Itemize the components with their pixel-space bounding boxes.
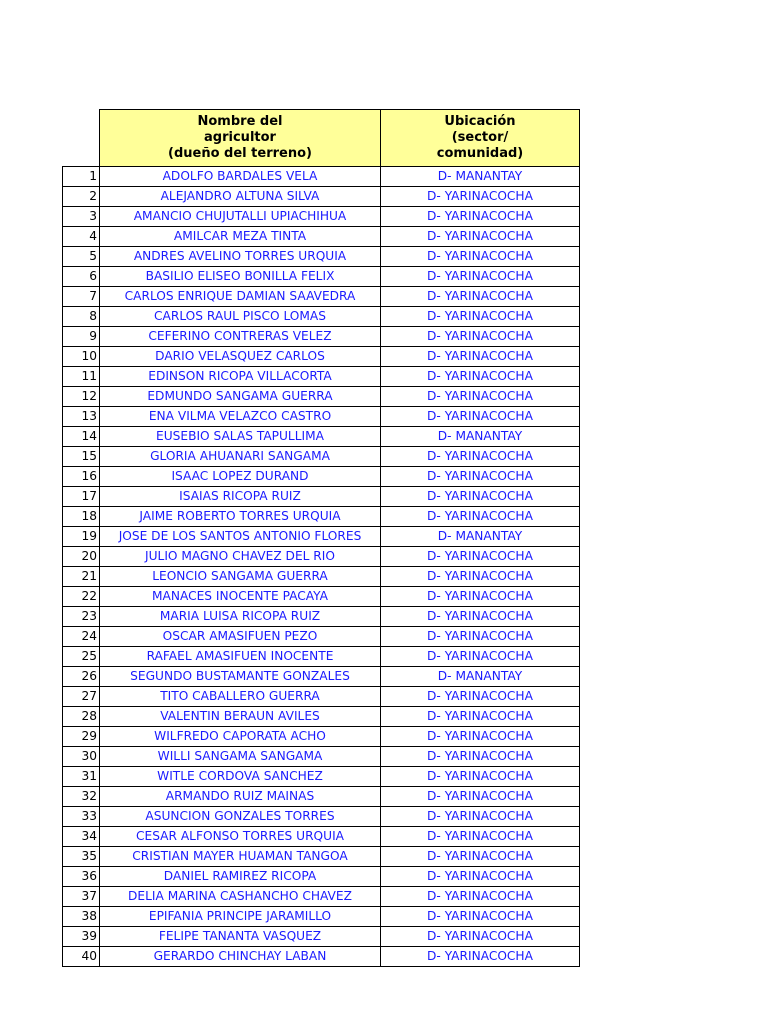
farmer-name: CARLOS RAUL PISCO LOMAS <box>100 307 381 327</box>
location: D- YARINACOCHA <box>381 767 580 787</box>
farmer-name: CESAR ALFONSO TORRES URQUIA <box>100 827 381 847</box>
location: D- YARINACOCHA <box>381 647 580 667</box>
row-number: 26 <box>63 667 100 687</box>
farmer-name: WILFREDO CAPORATA ACHO <box>100 727 381 747</box>
row-number: 15 <box>63 447 100 467</box>
table-row <box>63 907 580 927</box>
table-row <box>63 847 580 867</box>
farmer-name: ISAAC LOPEZ DURAND <box>100 467 381 487</box>
table-row <box>63 827 580 847</box>
location: D- YARINACOCHA <box>381 487 580 507</box>
table-row <box>63 787 580 807</box>
row-number: 2 <box>63 187 100 207</box>
farmer-name: DANIEL RAMIREZ RICOPA <box>100 867 381 887</box>
location: D- YARINACOCHA <box>381 827 580 847</box>
header-location <box>381 110 580 167</box>
row-number: 39 <box>63 927 100 947</box>
table-row <box>63 867 580 887</box>
header-name-line: (dueño del terreno) <box>168 146 312 161</box>
farmer-name: CARLOS ENRIQUE DAMIAN SAAVEDRA <box>100 287 381 307</box>
row-number: 34 <box>63 827 100 847</box>
row-number: 35 <box>63 847 100 867</box>
row-number: 25 <box>63 647 100 667</box>
farmer-name: EPIFANIA PRINCIPE JARAMILLO <box>100 907 381 927</box>
farmer-name: DARIO VELASQUEZ CARLOS <box>100 347 381 367</box>
farmer-name: LEONCIO SANGAMA GUERRA <box>100 567 381 587</box>
row-number: 19 <box>63 527 100 547</box>
table-row <box>63 507 580 527</box>
table-row <box>63 447 580 467</box>
location: D- YARINACOCHA <box>381 407 580 427</box>
row-number: 37 <box>63 887 100 907</box>
farmer-name: ANDRES AVELINO TORRES URQUIA <box>100 247 381 267</box>
row-number: 12 <box>63 387 100 407</box>
table-row <box>63 247 580 267</box>
table-row <box>63 187 580 207</box>
table-row <box>63 947 580 967</box>
location: D- MANANTAY <box>381 667 580 687</box>
table-row <box>63 627 580 647</box>
location: D- YARINACOCHA <box>381 907 580 927</box>
farmer-name: GLORIA AHUANARI SANGAMA <box>100 447 381 467</box>
location: D- MANANTAY <box>381 167 580 187</box>
table-row <box>63 307 580 327</box>
location: D- YARINACOCHA <box>381 867 580 887</box>
table-row <box>63 407 580 427</box>
farmer-name: SEGUNDO BUSTAMANTE GONZALES <box>100 667 381 687</box>
location: D- YARINACOCHA <box>381 187 580 207</box>
table-row <box>63 167 580 187</box>
row-number: 30 <box>63 747 100 767</box>
table-row <box>63 807 580 827</box>
location: D- YARINACOCHA <box>381 947 580 967</box>
table-row <box>63 667 580 687</box>
header-row <box>63 110 580 167</box>
table-row <box>63 327 580 347</box>
location: D- YARINACOCHA <box>381 467 580 487</box>
location: D- YARINACOCHA <box>381 807 580 827</box>
farmer-name: BASILIO ELISEO BONILLA FELIX <box>100 267 381 287</box>
location: D- YARINACOCHA <box>381 887 580 907</box>
location: D- YARINACOCHA <box>381 327 580 347</box>
location: D- YARINACOCHA <box>381 247 580 267</box>
table-row <box>63 647 580 667</box>
row-number: 27 <box>63 687 100 707</box>
table-row <box>63 287 580 307</box>
farmer-name: ENA VILMA VELAZCO CASTRO <box>100 407 381 427</box>
row-number: 32 <box>63 787 100 807</box>
farmer-name: EDMUNDO SANGAMA GUERRA <box>100 387 381 407</box>
farmer-name: JULIO MAGNO CHAVEZ DEL RIO <box>100 547 381 567</box>
farmer-name: CEFERINO CONTRERAS VELEZ <box>100 327 381 347</box>
row-number: 6 <box>63 267 100 287</box>
row-number: 29 <box>63 727 100 747</box>
table-row <box>63 427 580 447</box>
row-number: 3 <box>63 207 100 227</box>
location: D- YARINACOCHA <box>381 507 580 527</box>
table-row <box>63 347 580 367</box>
location: D- YARINACOCHA <box>381 787 580 807</box>
farmer-name: DELIA MARINA CASHANCHO CHAVEZ <box>100 887 381 907</box>
table-row <box>63 527 580 547</box>
row-number: 36 <box>63 867 100 887</box>
header-name-line: Nombre del <box>197 114 283 129</box>
table-body <box>63 110 580 967</box>
location: D- YARINACOCHA <box>381 727 580 747</box>
location: D- YARINACOCHA <box>381 707 580 727</box>
row-number: 1 <box>63 167 100 187</box>
row-number: 31 <box>63 767 100 787</box>
farmer-name: EDINSON RICOPA VILLACORTA <box>100 367 381 387</box>
row-number: 24 <box>63 627 100 647</box>
header-name-line: agricultor <box>204 130 276 145</box>
row-number: 16 <box>63 467 100 487</box>
table-row <box>63 267 580 287</box>
row-number: 9 <box>63 327 100 347</box>
location: D- YARINACOCHA <box>381 367 580 387</box>
location: D- YARINACOCHA <box>381 227 580 247</box>
table-row <box>63 227 580 247</box>
location: D- YARINACOCHA <box>381 207 580 227</box>
farmer-name: CRISTIAN MAYER HUAMAN TANGOA <box>100 847 381 867</box>
row-number: 20 <box>63 547 100 567</box>
location: D- YARINACOCHA <box>381 347 580 367</box>
table-row <box>63 487 580 507</box>
farmer-name: VALENTIN BERAUN AVILES <box>100 707 381 727</box>
table-row <box>63 747 580 767</box>
location: D- YARINACOCHA <box>381 627 580 647</box>
farmer-name: TITO CABALLERO GUERRA <box>100 687 381 707</box>
location: D- YARINACOCHA <box>381 587 580 607</box>
location: D- YARINACOCHA <box>381 287 580 307</box>
row-number: 11 <box>63 367 100 387</box>
farmer-name: ASUNCION GONZALES TORRES <box>100 807 381 827</box>
location: D- YARINACOCHA <box>381 747 580 767</box>
row-number: 23 <box>63 607 100 627</box>
farmer-name: EUSEBIO SALAS TAPULLIMA <box>100 427 381 447</box>
location: D- YARINACOCHA <box>381 607 580 627</box>
farmer-name: ALEJANDRO ALTUNA SILVA <box>100 187 381 207</box>
location: D- MANANTAY <box>381 527 580 547</box>
farmer-name: JOSE DE LOS SANTOS ANTONIO FLORES <box>100 527 381 547</box>
row-number: 14 <box>63 427 100 447</box>
row-number: 18 <box>63 507 100 527</box>
row-number: 10 <box>63 347 100 367</box>
row-number: 13 <box>63 407 100 427</box>
farmer-name: RAFAEL AMASIFUEN INOCENTE <box>100 647 381 667</box>
location: D- YARINACOCHA <box>381 687 580 707</box>
location: D- YARINACOCHA <box>381 387 580 407</box>
row-number: 5 <box>63 247 100 267</box>
farmer-name: ARMANDO RUIZ MAINAS <box>100 787 381 807</box>
location: D- YARINACOCHA <box>381 567 580 587</box>
farmer-name: JAIME ROBERTO TORRES URQUIA <box>100 507 381 527</box>
row-number: 28 <box>63 707 100 727</box>
row-number: 40 <box>63 947 100 967</box>
location: D- YARINACOCHA <box>381 847 580 867</box>
farmer-name: FELIPE TANANTA VASQUEZ <box>100 927 381 947</box>
table-row <box>63 727 580 747</box>
table-row <box>63 387 580 407</box>
table-row <box>63 567 580 587</box>
farmer-name: ISAIAS RICOPA RUIZ <box>100 487 381 507</box>
location: D- YARINACOCHA <box>381 307 580 327</box>
farmer-name: AMANCIO CHUJUTALLI UPIACHIHUA <box>100 207 381 227</box>
table-row <box>63 687 580 707</box>
header-location-line: (sector/ <box>451 130 509 145</box>
farmers-table <box>62 109 580 967</box>
row-number: 4 <box>63 227 100 247</box>
farmer-name: MANACES INOCENTE PACAYA <box>100 587 381 607</box>
row-number: 7 <box>63 287 100 307</box>
location: D- MANANTAY <box>381 427 580 447</box>
location: D- YARINACOCHA <box>381 927 580 947</box>
table-row <box>63 587 580 607</box>
farmer-name: MARIA LUISA RICOPA RUIZ <box>100 607 381 627</box>
farmer-name: GERARDO CHINCHAY LABAN <box>100 947 381 967</box>
farmer-name: AMILCAR MEZA TINTA <box>100 227 381 247</box>
table-row <box>63 367 580 387</box>
row-number: 17 <box>63 487 100 507</box>
farmer-name: WITLE CORDOVA SANCHEZ <box>100 767 381 787</box>
farmer-name: WILLI SANGAMA SANGAMA <box>100 747 381 767</box>
location: D- YARINACOCHA <box>381 447 580 467</box>
table-row <box>63 707 580 727</box>
row-number: 22 <box>63 587 100 607</box>
location: D- YARINACOCHA <box>381 547 580 567</box>
location: D- YARINACOCHA <box>381 267 580 287</box>
header-blank-cell <box>63 110 100 167</box>
header-name <box>100 110 381 167</box>
row-number: 38 <box>63 907 100 927</box>
table-row <box>63 927 580 947</box>
row-number: 33 <box>63 807 100 827</box>
table-row <box>63 887 580 907</box>
table-row <box>63 607 580 627</box>
table-row <box>63 207 580 227</box>
row-number: 8 <box>63 307 100 327</box>
table-row <box>63 547 580 567</box>
farmer-name: OSCAR AMASIFUEN PEZO <box>100 627 381 647</box>
table-row <box>63 467 580 487</box>
row-number: 21 <box>63 567 100 587</box>
header-location-line: Ubicación <box>444 114 516 129</box>
table-row <box>63 767 580 787</box>
farmer-name: ADOLFO BARDALES VELA <box>100 167 381 187</box>
header-location-line: comunidad) <box>436 146 524 161</box>
